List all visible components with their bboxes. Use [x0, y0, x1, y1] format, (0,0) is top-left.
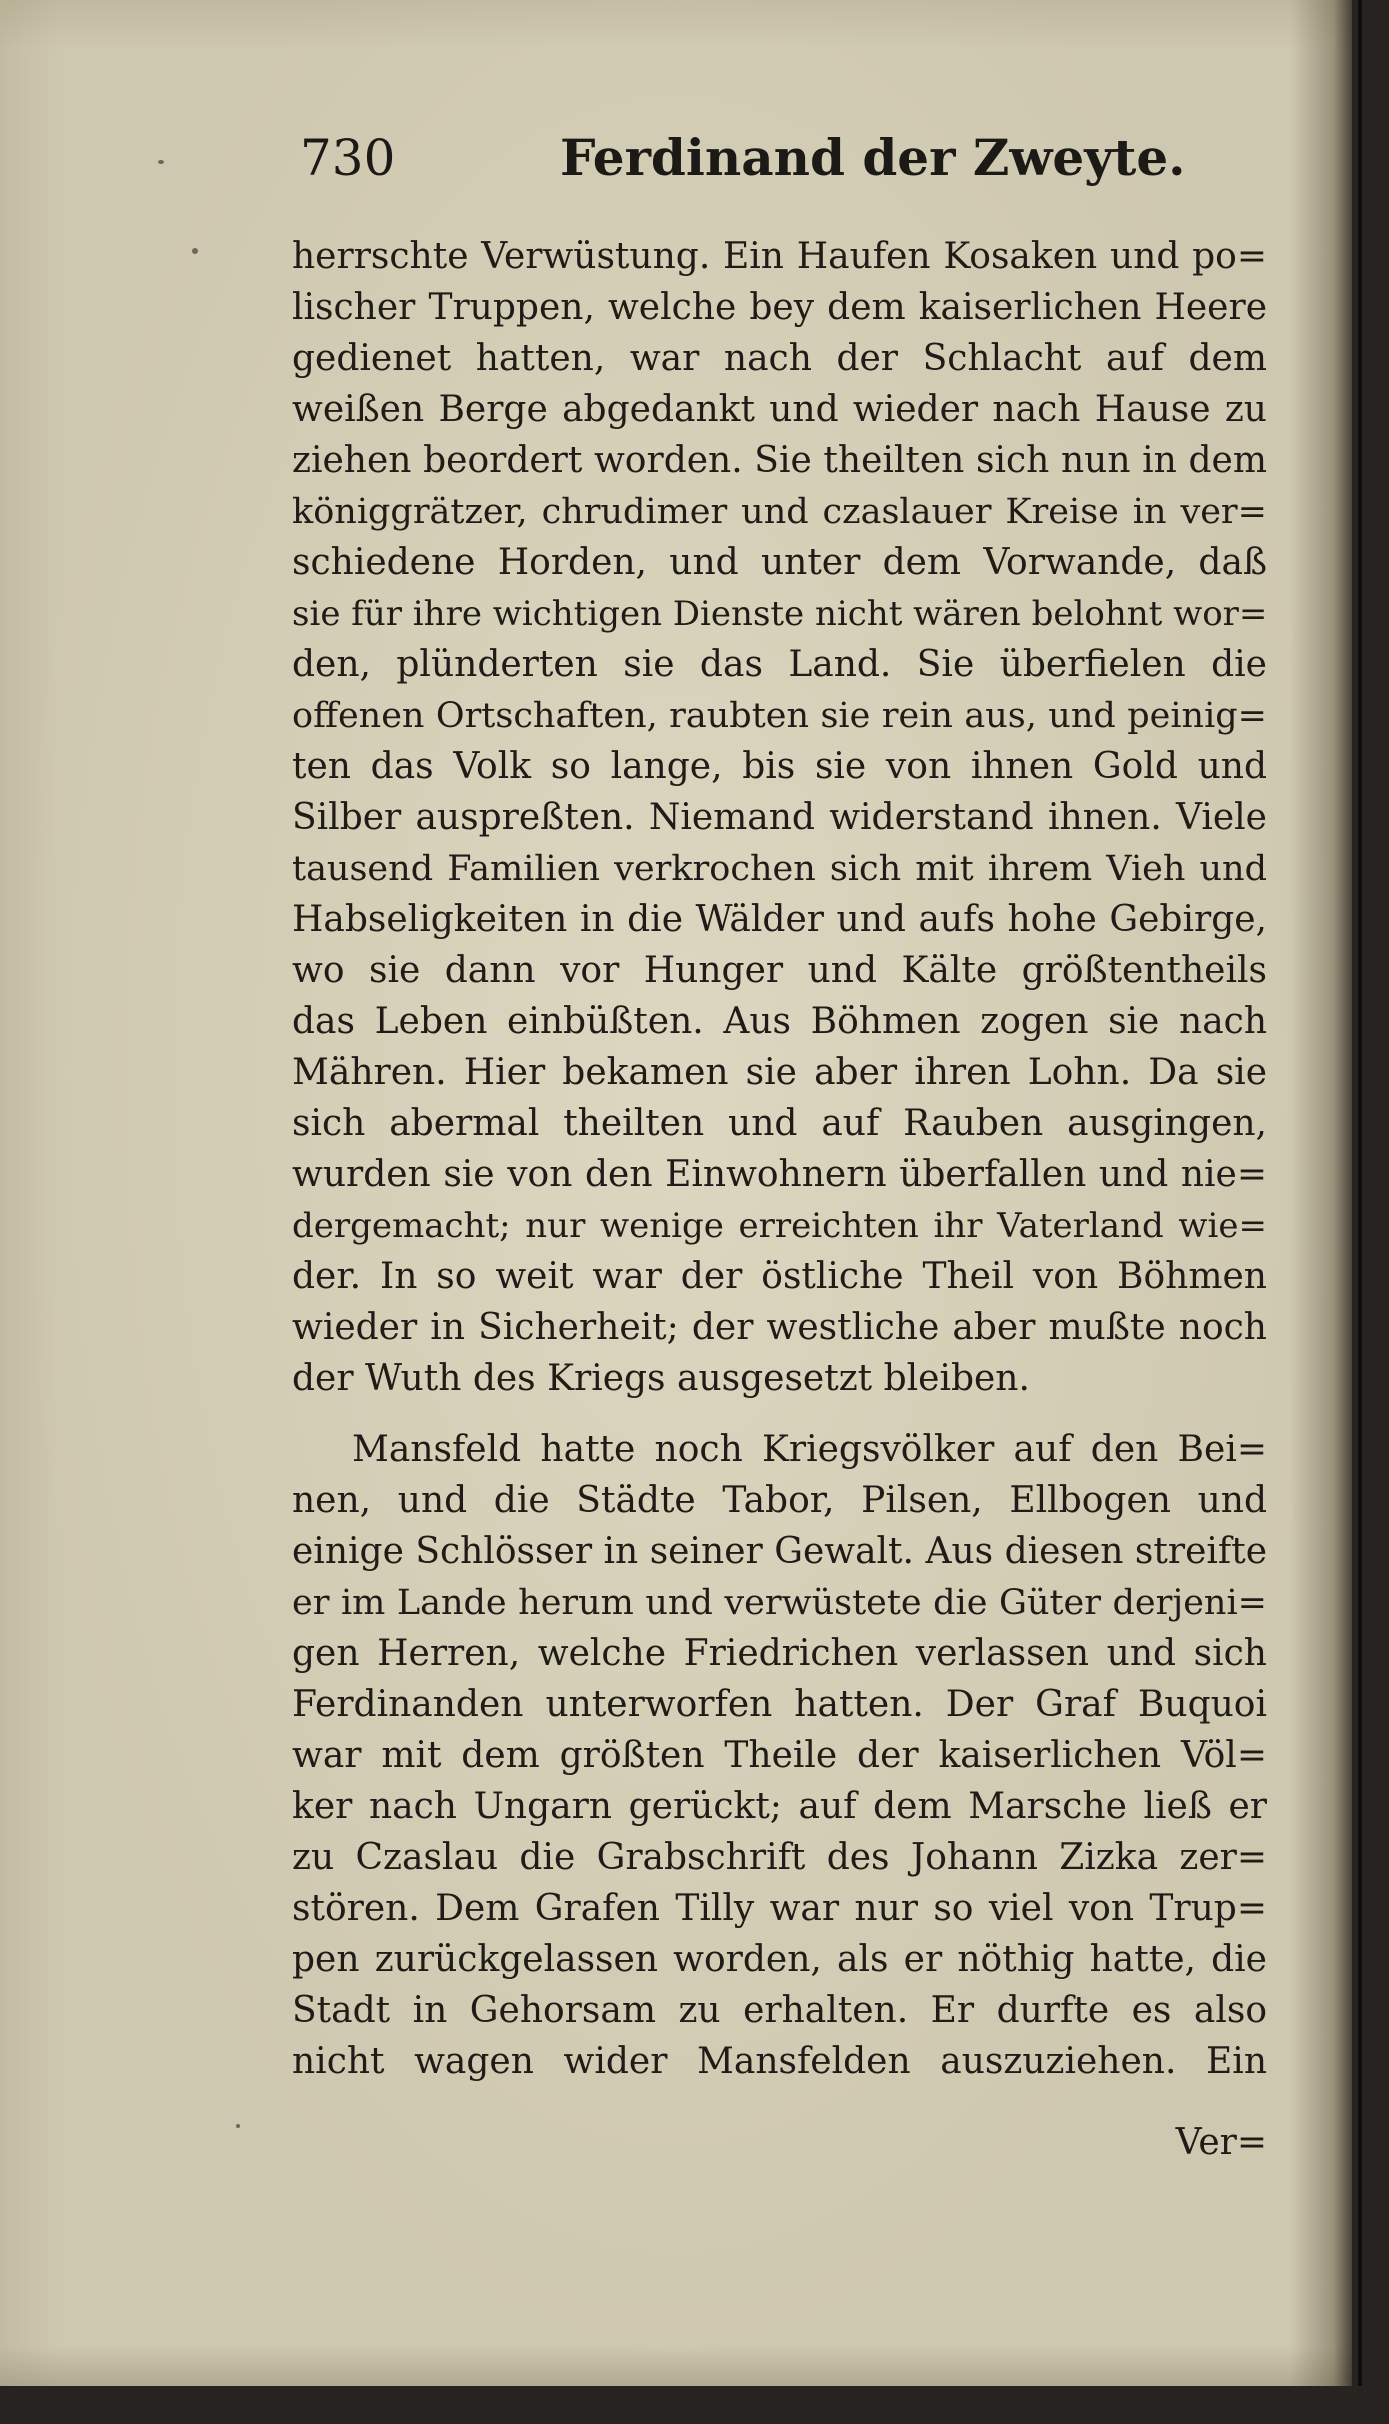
text-line: ker nach Ungarn gerückt; auf dem Marsche ließ er	[292, 1786, 1267, 1827]
text-line: wurden sie von den Einwohnern überfallen und nie=	[292, 1154, 1267, 1195]
text-line: war mit dem größten Theile der kaiserlichen Völ=	[292, 1735, 1267, 1776]
text-line: königgrätzer, chrudimer und czaslauer Kreise in ver=	[292, 492, 1267, 532]
text-line: Mähren. Hier bekamen sie aber ihren Lohn. Da sie	[292, 1052, 1267, 1093]
text-line: herrschte Verwüstung. Ein Haufen Kosaken und po=	[292, 236, 1267, 277]
text-line: ten das Volk so lange, bis sie von ihnen Gold und	[292, 746, 1267, 787]
text-line: den, plünderten sie das Land. Sie überfielen die	[292, 644, 1267, 685]
text-line: Silber auspreßten. Niemand widerstand ihnen. Viele	[292, 797, 1267, 838]
text-line: der Wuth des Kriegs ausgesetzt bleiben.	[292, 1358, 1030, 1399]
text-line: wo sie dann vor Hunger und Kälte größtentheils	[292, 950, 1267, 991]
text-line: Mansfeld hatte noch Kriegsvölker auf den Bei=	[352, 1429, 1267, 1470]
text-line: sie für ihre wichtigen Dienste nicht wären belohnt wor=	[292, 594, 1268, 634]
running-head: Ferdinand der Zweyte.	[560, 128, 1186, 187]
text-line: der. In so weit war der östliche Theil von Böhmen	[292, 1256, 1267, 1297]
text-line: dergemacht; nur wenige erreichten ihr Vaterland wie=	[292, 1206, 1267, 1246]
text-line: Ferdinanden unterworfen hatten. Der Graf Buquoi	[292, 1684, 1267, 1725]
text-line: sich abermal theilten und auf Rauben ausgingen,	[292, 1103, 1267, 1144]
text-line: tausend Familien verkrochen sich mit ihrem Vieh und	[292, 849, 1267, 889]
ink-speck	[158, 160, 164, 164]
page-number: 730	[300, 129, 396, 187]
text-line: lischer Truppen, welche bey dem kaiserlichen Heere	[292, 287, 1267, 328]
text-line: Habseligkeiten in die Wälder und aufs hohe Gebirge,	[292, 899, 1267, 940]
text-line: stören. Dem Grafen Tilly war nur so viel von Trup=	[292, 1888, 1267, 1929]
spine-line	[1358, 0, 1362, 2424]
text-line: er im Lande herum und verwüstete die Güter derjeni=	[292, 1583, 1267, 1623]
text-line: nen, und die Städte Tabor, Pilsen, Ellbogen und	[292, 1480, 1267, 1521]
text-line: wieder in Sicherheit; der westliche aber mußte noch	[292, 1307, 1267, 1348]
catchword: Ver=	[1175, 2122, 1267, 2163]
text-line: ziehen beordert worden. Sie theilten sich nun in dem	[292, 440, 1267, 481]
text-line: gen Herren, welche Friedrichen verlassen und sich	[292, 1633, 1267, 1674]
text-line: gedienet hatten, war nach der Schlacht auf dem	[292, 338, 1267, 379]
text-line: pen zurückgelassen worden, als er nöthig hatte, die	[292, 1939, 1267, 1980]
text-line: weißen Berge abgedankt und wieder nach Hause zu	[292, 389, 1267, 430]
text-line: offenen Ortschaften, raubten sie rein aus, und peinig=	[292, 696, 1267, 736]
text-line: nicht wagen wider Mansfelden auszuziehen. Ein	[292, 2041, 1267, 2082]
text-line: das Leben einbüßten. Aus Böhmen zogen sie nach	[292, 1001, 1267, 1042]
text-line: einige Schlösser in seiner Gewalt. Aus diesen streifte	[292, 1531, 1267, 1572]
ink-speck	[192, 248, 198, 254]
text-line: zu Czaslau die Grabschrift des Johann Zizka zer=	[292, 1837, 1267, 1878]
gutter-shadow	[1290, 0, 1352, 2386]
bottom-edge	[0, 2386, 1389, 2424]
text-line: Stadt in Gehorsam zu erhalten. Er durfte es also	[292, 1990, 1267, 2031]
text-line: schiedene Horden, und unter dem Vorwande, daß	[292, 542, 1267, 583]
ink-speck	[236, 2124, 240, 2128]
